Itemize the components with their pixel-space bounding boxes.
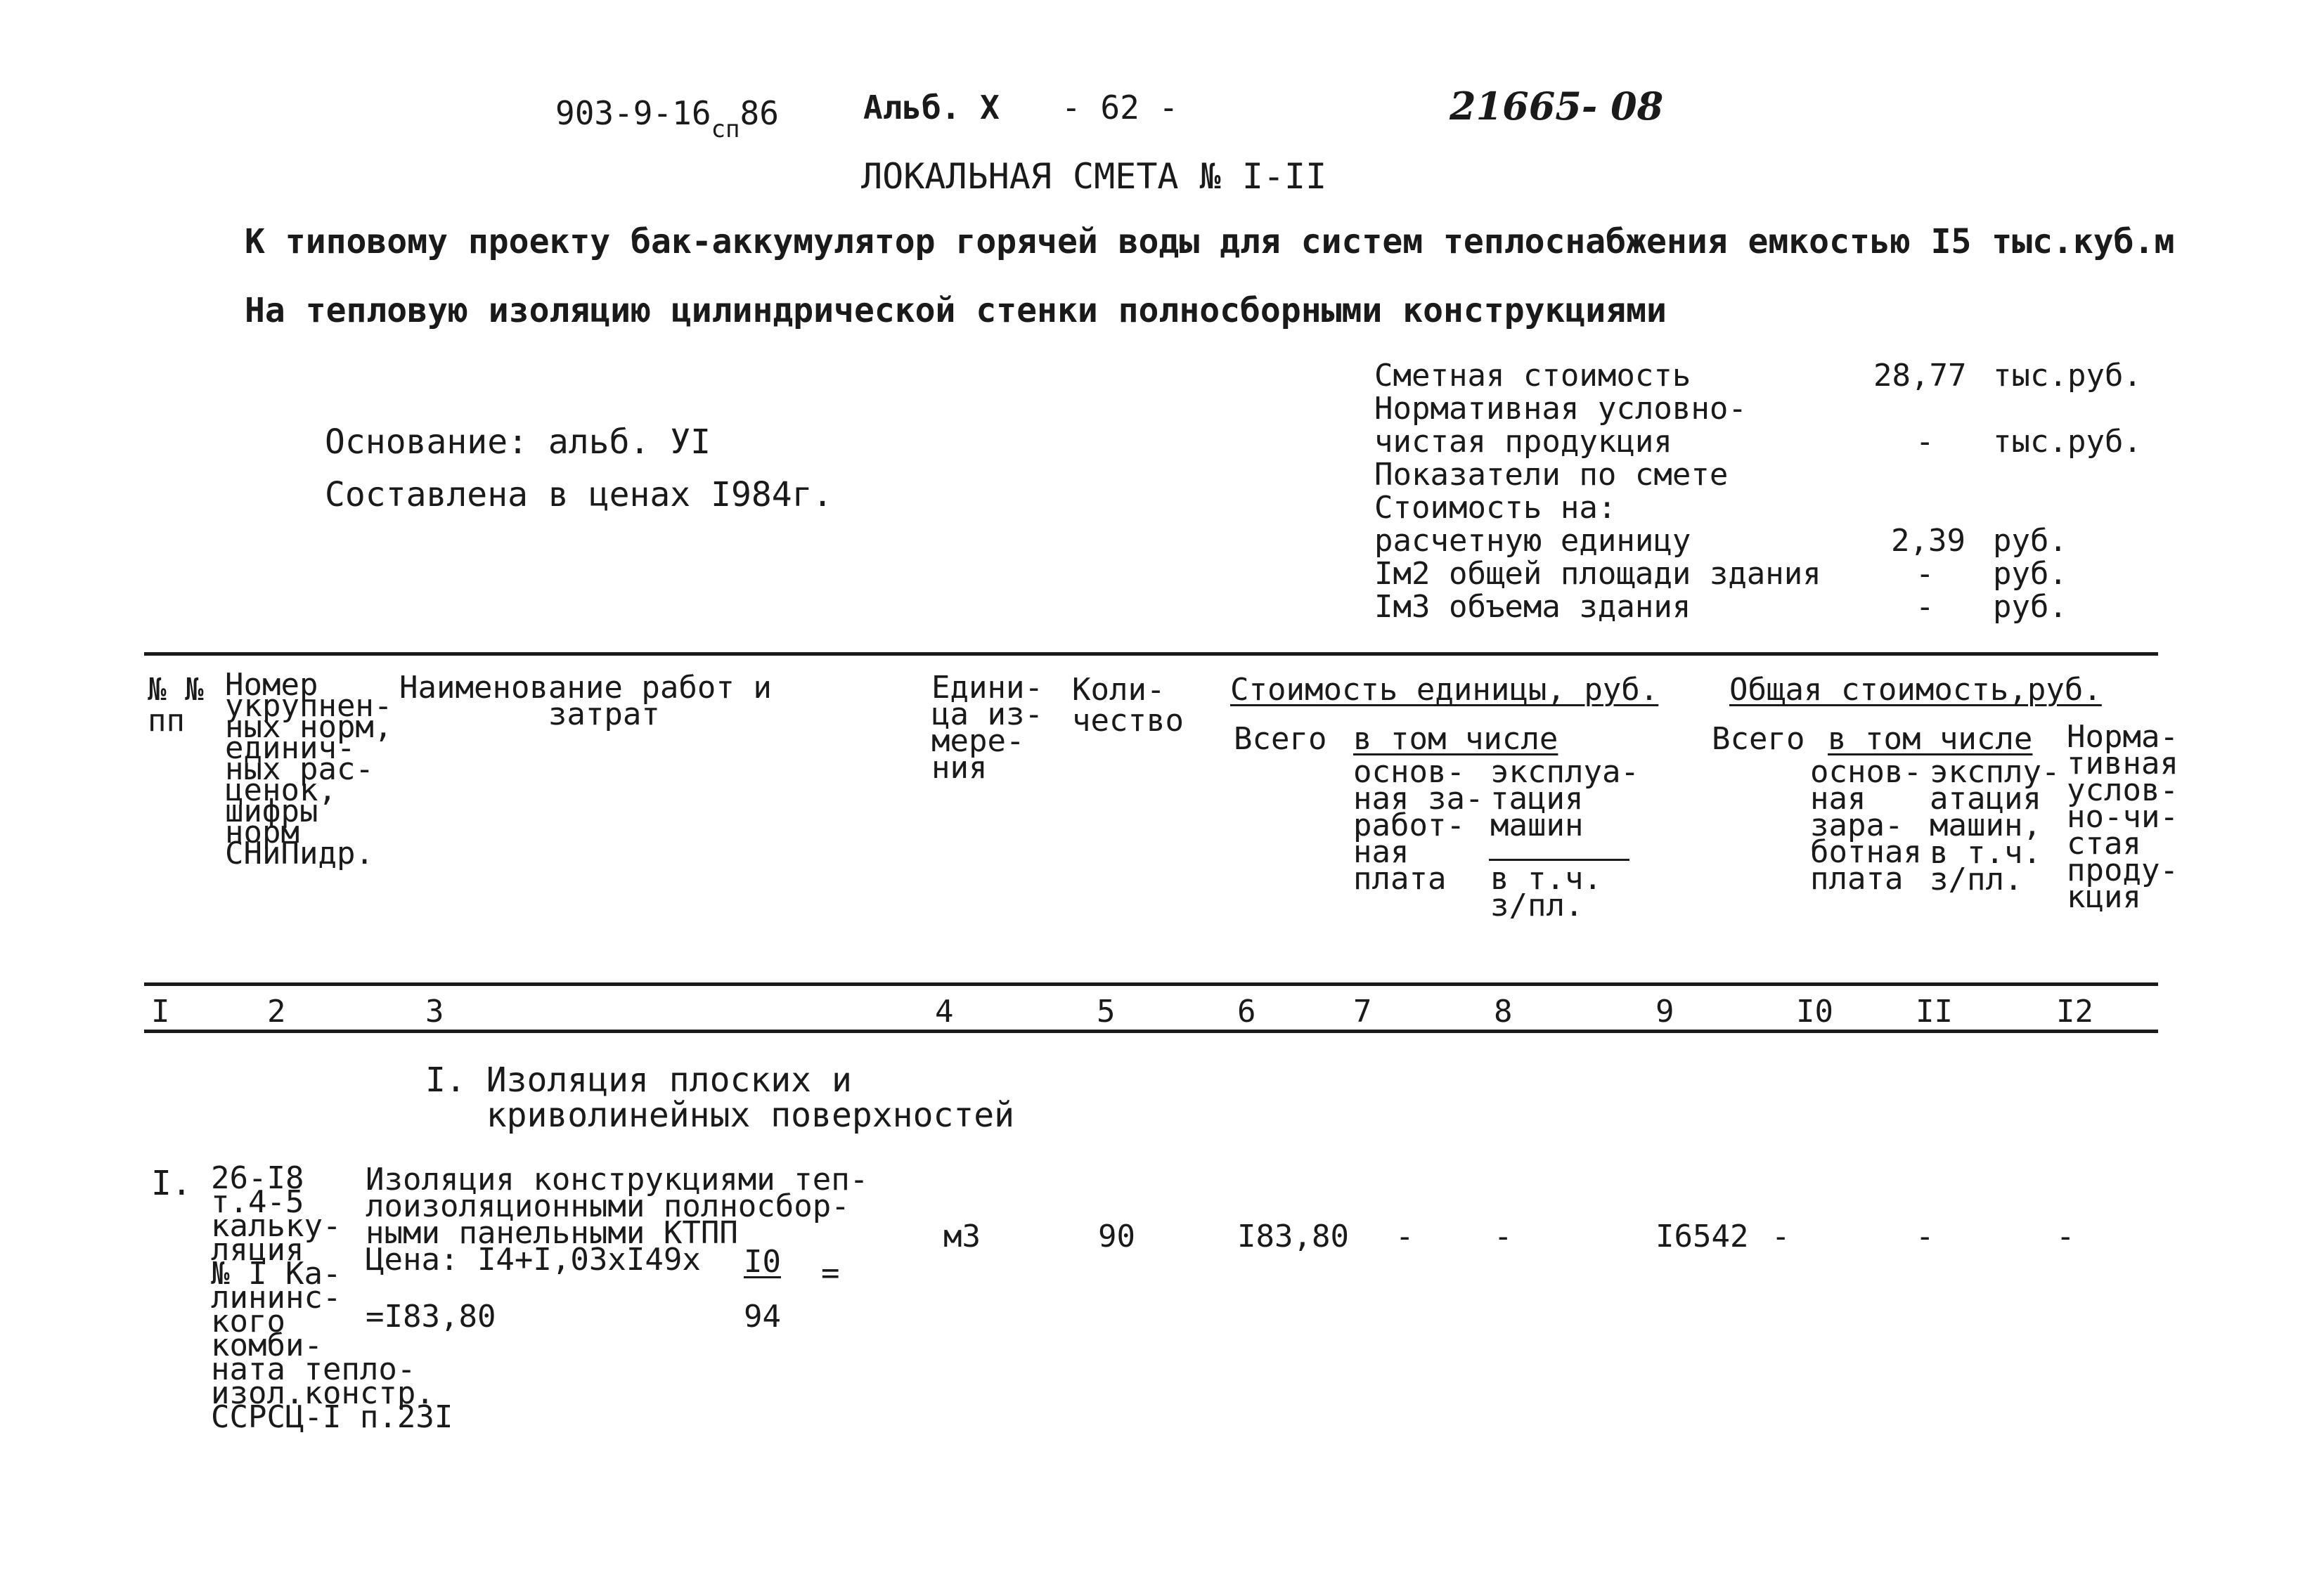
row-1-total-wage: - xyxy=(1771,1219,1790,1254)
summary-m3-unit: руб. xyxy=(1993,589,2067,625)
summary-cost-unit: тыс.руб. xyxy=(1993,358,2142,394)
col-header-code: Номер укрупнен- ных норм, единич- ных рас- ценок, шифры норм СНиПидр. xyxy=(225,667,393,871)
summary-unit-unit: руб. xyxy=(1993,523,2067,559)
album-label: Альб. X xyxy=(863,89,1000,126)
summary-m3-label: Iм3 объема здания xyxy=(1374,589,1691,625)
col-header-unit-incl: в том числе xyxy=(1353,721,1558,757)
row-1-unit-machine: - xyxy=(1494,1219,1513,1254)
summary-cost-value: 28,77 xyxy=(1873,358,1967,394)
summary-m2-label: Iм2 общей площади здания xyxy=(1374,556,1821,592)
summary-m2-unit: руб. xyxy=(1993,556,2067,592)
col-header-unit-total: Всего xyxy=(1234,721,1327,757)
handwritten-number: 21665- 08 xyxy=(1450,84,1664,129)
row-1-unit: м3 xyxy=(943,1219,981,1254)
col-number-4: 4 xyxy=(935,994,954,1030)
row-1-total-norm: - xyxy=(2056,1219,2075,1254)
basis-prices: Составлена в ценах I984г. xyxy=(325,475,833,514)
doc-code: $903-9-16_{сп}86$ xyxy=(555,94,779,143)
col-header-total-incl: в том числе xyxy=(1828,721,2033,757)
summary-norm-unit: тыс.руб. xyxy=(1993,424,2142,460)
row-1-fraction-numerator: I0 xyxy=(744,1244,781,1280)
col-header-total-machine-wage: в т.ч. з/пл. xyxy=(1930,835,2041,897)
col-header-unit-machine: эксплуа- тация машин xyxy=(1490,754,1639,843)
col-number-7: 7 xyxy=(1353,994,1372,1030)
row-1-name: Изоляция конструкциями теп- лоизоляционными полносбор- ными панельными КТПП Цена: I4+I,03xI49x xyxy=(366,1162,869,1278)
summary-m2-value: - xyxy=(1916,556,1935,592)
table-top-rule xyxy=(144,652,2158,656)
col-number-2: 2 xyxy=(267,994,286,1030)
summary-m3-value: - xyxy=(1916,589,1935,625)
col-group-unit-cost: Стоимость единицы, руб. xyxy=(1230,672,1659,708)
col-number-8: 8 xyxy=(1494,994,1513,1030)
column-numbers-rule xyxy=(144,1030,2158,1033)
col-number-5: 5 xyxy=(1097,994,1116,1030)
header-bottom-rule xyxy=(144,982,2158,986)
col-number-6: 6 xyxy=(1237,994,1256,1030)
col-number-10: I0 xyxy=(1796,994,1833,1030)
col-header-unit: Едини- ца из- мере- ния xyxy=(931,670,1043,786)
summary-cost-label: Сметная стоимость xyxy=(1374,358,1691,394)
summary-norm-value: - xyxy=(1916,424,1935,460)
col-header-num: № № пп xyxy=(148,672,204,739)
summary-unit-label: расчетную единицу xyxy=(1374,523,1691,559)
doc-title: ЛОКАЛЬНАЯ СМЕТА № I-II xyxy=(861,156,1327,197)
col-header-name: Наименование работ и затрат xyxy=(399,670,772,732)
col-number-11: II xyxy=(1916,994,1953,1030)
col-group-total-cost: Общая стоимость,руб. xyxy=(1729,672,2102,708)
doc-code-sub: сп xyxy=(711,115,740,143)
col-header-total-machine: эксплу- атация машин, xyxy=(1930,754,2060,843)
row-1-fraction-denominator: 94 xyxy=(744,1299,781,1335)
summary-unit-value: 2,39 xyxy=(1891,523,1965,559)
col-header-unit-wage: основ- ная за- работ- ная плата xyxy=(1353,754,1484,897)
row-1-code: 26-I8 т.4-5 кальку- ляция № I Ка- лининс- кого комби- ната тепло- изол.констр. ССРСЦ-I п.23I xyxy=(211,1160,453,1435)
col-header-total-wage: основ- ная зара- ботная плата xyxy=(1810,754,1922,897)
subtitle-project: К типовому проекту бак-аккумулятор горячей воды для систем теплоснабжения емкостью I5 тыс.куб.м xyxy=(245,222,2175,261)
row-1-equals: = xyxy=(821,1255,840,1291)
col-number-3: 3 xyxy=(425,994,444,1030)
col-header-norm-product: Норма- тивная услов- но-чи- стая проду- кция xyxy=(2067,719,2178,915)
row-1-unit-wage: - xyxy=(1395,1219,1414,1254)
summary-norm-label-2: чистая продукция xyxy=(1374,424,1672,460)
summary-cost-per-label: Стоимость на: xyxy=(1374,490,1617,526)
subtitle-scope: На тепловую изоляцию цилиндрической стенки полносборными конструкциями xyxy=(245,291,1667,330)
col-header-total: Всего xyxy=(1712,721,1805,757)
section-title: I. Изоляция плоских и криволинейных поверхностей xyxy=(425,1060,1015,1135)
page-number: - 62 - xyxy=(1061,89,1179,126)
row-1-total-machine: - xyxy=(1916,1219,1935,1254)
col-number-12: I2 xyxy=(2056,994,2093,1030)
summary-indicators-label: Показатели по смете xyxy=(1374,457,1729,493)
col-number-1: I xyxy=(151,994,170,1030)
row-1-result: =I83,80 xyxy=(366,1299,496,1335)
row-1-quantity: 90 xyxy=(1098,1219,1135,1254)
row-1-total: I6542 xyxy=(1655,1219,1749,1254)
col-header-unit-machine-wage: в т.ч. з/пл. xyxy=(1490,861,1602,923)
basis-album: Основание: альб. УI xyxy=(325,422,711,462)
row-1-unit-total: I83,80 xyxy=(1237,1219,1349,1254)
col-number-9: 9 xyxy=(1655,994,1674,1030)
summary-norm-label-1: Нормативная условно- xyxy=(1374,391,1747,427)
col-header-qty: Коли- чество xyxy=(1072,672,1184,739)
row-1-num: I. xyxy=(151,1164,192,1203)
